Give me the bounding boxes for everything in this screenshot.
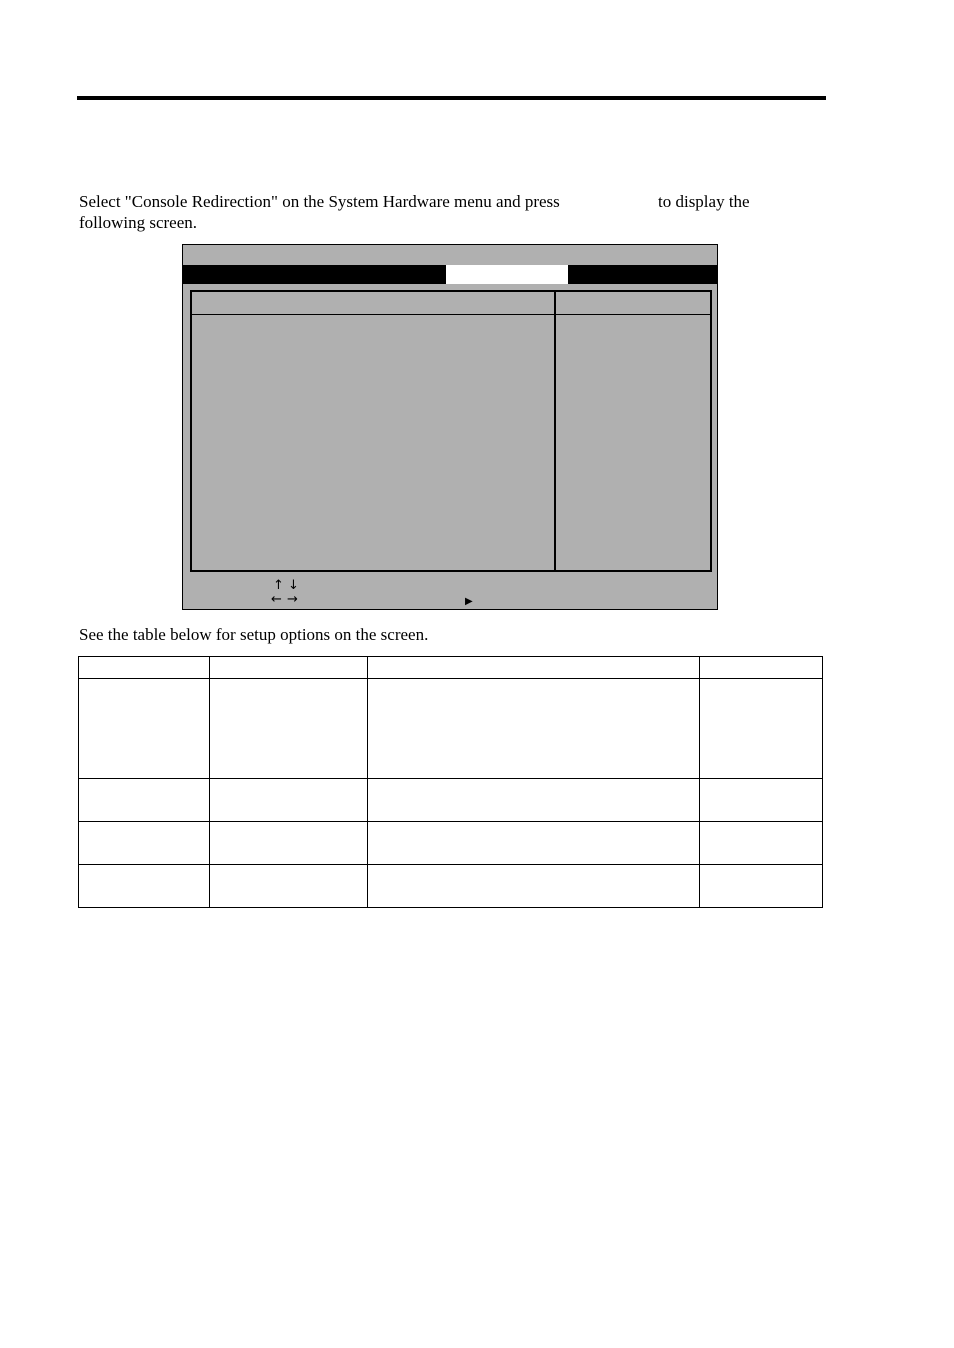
setup-options-table bbox=[78, 656, 823, 908]
table-cell bbox=[210, 779, 368, 822]
bios-footer-divider bbox=[367, 571, 712, 572]
bios-panel-header-divider bbox=[192, 314, 710, 315]
table-cell bbox=[210, 679, 368, 779]
table-cell bbox=[79, 865, 210, 908]
bios-menu-bar-left bbox=[183, 265, 446, 284]
intro-line-1-right: to display the bbox=[658, 192, 750, 211]
bios-setup-screen bbox=[182, 244, 718, 610]
table-header-row bbox=[79, 657, 823, 679]
bios-main-panel bbox=[190, 290, 712, 572]
intro-line-1-left: Select "Console Redirection" on the System Hardware menu and press bbox=[79, 192, 560, 211]
table-row bbox=[79, 865, 823, 908]
table-cell bbox=[368, 779, 700, 822]
bios-selected-tab[interactable] bbox=[446, 265, 568, 284]
arrow-down-icon: ↓ bbox=[288, 578, 299, 593]
table-cell bbox=[700, 822, 823, 865]
header-rule bbox=[77, 96, 826, 100]
table-cell bbox=[79, 779, 210, 822]
table-cell bbox=[210, 822, 368, 865]
table-row bbox=[79, 822, 823, 865]
enter-triangle-icon: ▶ bbox=[465, 596, 473, 607]
table-cell bbox=[368, 657, 700, 679]
arrow-up-icon: ↑ bbox=[273, 578, 284, 593]
intro-line-2: following screen. bbox=[79, 213, 198, 232]
table-cell bbox=[79, 657, 210, 679]
table-cell bbox=[700, 779, 823, 822]
table-cell bbox=[700, 679, 823, 779]
bios-help-divider bbox=[554, 292, 556, 570]
table-row bbox=[79, 679, 823, 779]
intro-line-1 bbox=[79, 191, 560, 212]
bios-menu-bar-right bbox=[568, 265, 718, 284]
table-note: See the table below for setup options on the screen. bbox=[79, 625, 429, 644]
table-row bbox=[79, 779, 823, 822]
table-cell bbox=[210, 657, 368, 679]
arrow-right-icon: → bbox=[287, 592, 298, 607]
table-cell bbox=[368, 822, 700, 865]
table-cell bbox=[79, 822, 210, 865]
table-cell bbox=[210, 865, 368, 908]
table-cell bbox=[368, 865, 700, 908]
table-cell bbox=[700, 865, 823, 908]
table-cell bbox=[79, 679, 210, 779]
table-cell bbox=[700, 657, 823, 679]
arrow-left-icon: ← bbox=[271, 592, 282, 607]
table-cell bbox=[368, 679, 700, 779]
